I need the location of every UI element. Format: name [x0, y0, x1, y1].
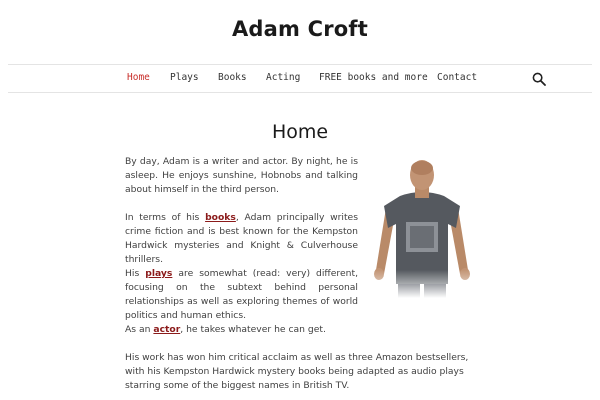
- acclaim-text: His work has won him critical acclaim as well as three Amazon bestsellers, with his Kempston Hardwick mystery books being adapted as audio plays starring some of the biggest names in British TV.: [125, 352, 469, 391]
- site-title[interactable]: Adam Croft: [231, 17, 369, 41]
- nav-item-free-books[interactable]: FREE books and more: [319, 72, 428, 83]
- acclaim-paragraph: [125, 351, 477, 393]
- books-text-after: , Adam principally writes crime fiction and is best known for the Kempston Hardwick mysteries and Knight & Culverhouse thrillers.: [125, 212, 359, 265]
- nav-item-plays[interactable]: Plays: [170, 72, 199, 83]
- author-portrait: [368, 158, 476, 298]
- nav-item-books[interactable]: Books: [218, 72, 247, 83]
- plays-text-after: are somewhat (read: very) different, focusing on the subtext behind personal relationships as well as exploring themes of world politics and human ethics.: [125, 268, 358, 321]
- actor-link[interactable]: actor: [153, 324, 181, 335]
- books-text-before: In terms of his: [125, 212, 206, 223]
- search-icon[interactable]: [532, 72, 546, 86]
- acting-text-before: As an: [125, 324, 154, 335]
- books-link[interactable]: books: [205, 212, 236, 223]
- nav-item-acting[interactable]: Acting: [266, 72, 301, 83]
- intro-paragraph: [125, 155, 358, 197]
- plays-paragraph: [125, 267, 358, 323]
- plays-text-before: His: [125, 268, 146, 279]
- nav-item-contact[interactable]: Contact: [437, 72, 478, 83]
- books-paragraph: [125, 211, 358, 267]
- nav-item-home[interactable]: Home: [127, 72, 150, 83]
- acting-text-after: , he takes whatever he can get.: [180, 324, 326, 335]
- page-title: Home: [271, 121, 329, 143]
- plays-link[interactable]: plays: [145, 268, 173, 279]
- main-navigation: [8, 64, 592, 93]
- acting-paragraph: [125, 323, 477, 337]
- intro-text: By day, Adam is a writer and actor. By night, he is asleep. He enjoys sunshine, Hobnobs and talking about himself in the third person.: [125, 156, 358, 195]
